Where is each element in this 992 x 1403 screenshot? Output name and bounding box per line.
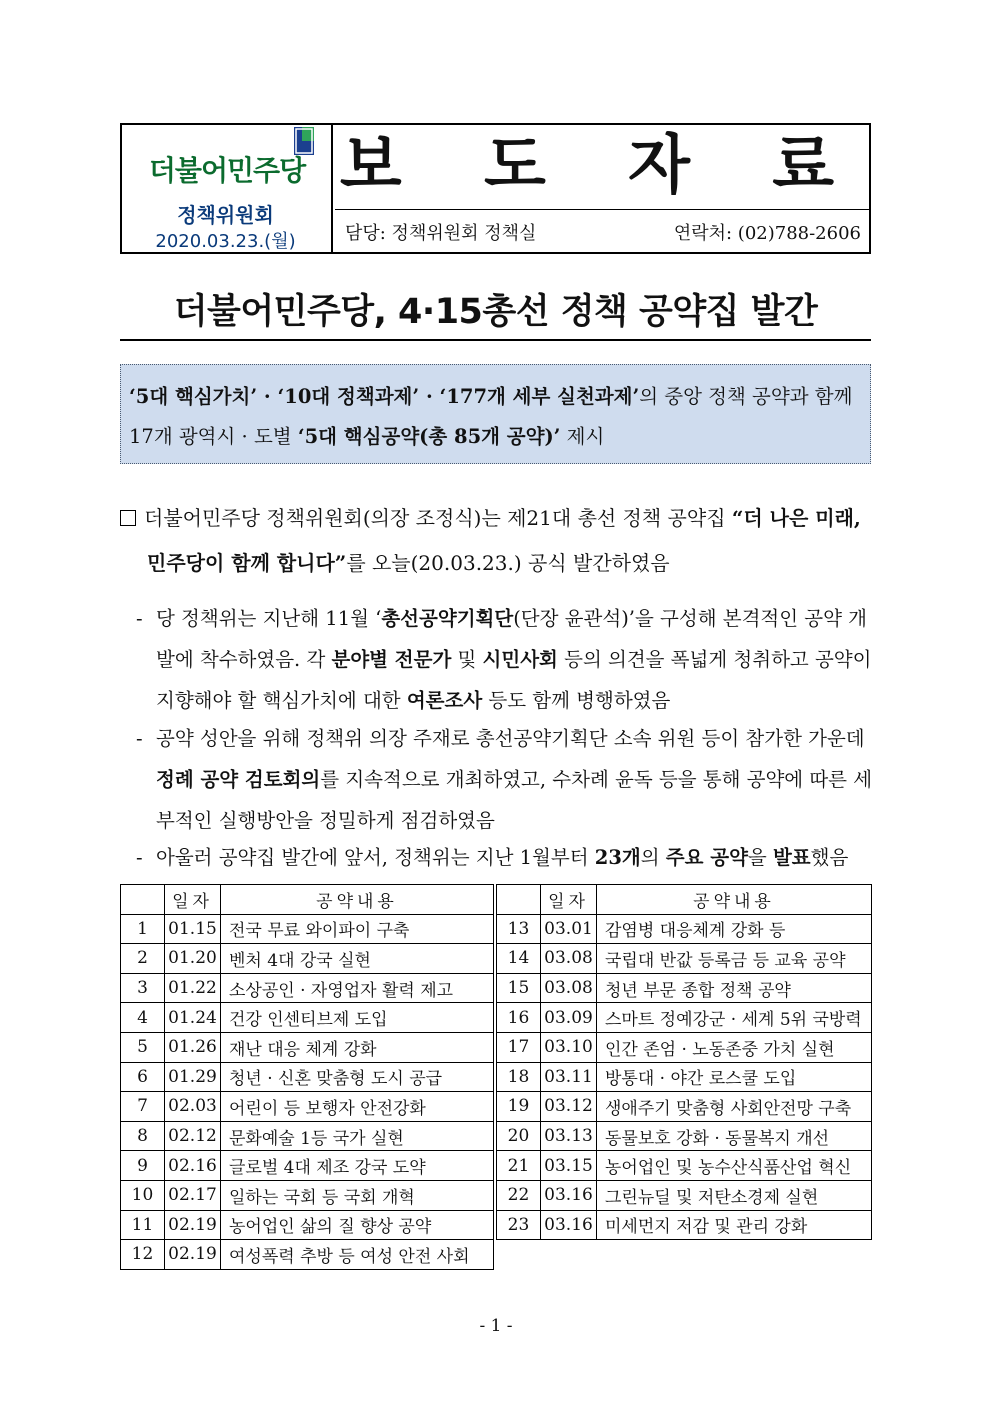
bullet-item-2 [136, 718, 876, 841]
pledge-table-right [496, 884, 872, 1240]
row-content: 전국 무료 와이파이 구축 [221, 914, 494, 944]
headline-divider [120, 339, 871, 341]
b2-text-a: 공약 성안을 위해 정책위 의장 주재로 총선공약기획단 소속 위원 등이 참가한 가운데 [156, 727, 865, 750]
row-date: 03.10 [541, 1032, 597, 1062]
table-row [497, 1003, 872, 1033]
summary-bold-1: ‘5대 핵심가치’ · ‘10대 정책과제’ · ‘177개 세부 실천과제’ [129, 385, 640, 408]
row-number: 22 [497, 1180, 541, 1210]
row-content: 농어업인 삶의 질 향상 공약 [221, 1210, 494, 1240]
b1-text-c: 및 [451, 648, 483, 671]
row-content: 청년 · 신혼 맞춤형 도시 공급 [221, 1062, 494, 1092]
main-paragraph-line-2 [120, 541, 880, 586]
row-content: 문화예술 1등 국가 실현 [221, 1121, 494, 1151]
row-date: 03.09 [541, 1003, 597, 1033]
row-number: 13 [497, 914, 541, 944]
b1-bold-1: 총선공약기획단 [381, 607, 514, 630]
row-number: 7 [121, 1092, 165, 1122]
table-row [497, 1210, 872, 1240]
table-row [497, 973, 872, 1003]
row-date: 01.26 [165, 1032, 221, 1062]
b3-text-a: 아울러 공약집 발간에 앞서, 정책위는 지난 1월부터 [156, 846, 595, 869]
row-number: 9 [121, 1151, 165, 1181]
row-date: 02.19 [165, 1240, 221, 1270]
table-row [121, 1062, 494, 1092]
row-date: 03.12 [541, 1092, 597, 1122]
row-number: 21 [497, 1151, 541, 1181]
table-row [121, 1003, 494, 1033]
row-content: 일하는 국회 등 국회 개혁 [221, 1180, 494, 1210]
press-header [120, 123, 871, 254]
row-date: 03.11 [541, 1062, 597, 1092]
row-number: 19 [497, 1092, 541, 1122]
table-row [121, 1151, 494, 1181]
row-content: 농어업인 및 농수산식품산업 혁신 [597, 1151, 872, 1181]
party-logo-cell [122, 125, 333, 252]
b2-bold: 정례 공약 검토회의 [156, 768, 321, 791]
header-date: 일자 [541, 885, 597, 915]
page-number: - 1 - [479, 1316, 513, 1336]
row-number: 20 [497, 1121, 541, 1151]
row-content: 방통대 · 야간 로스쿨 도입 [597, 1062, 872, 1092]
row-date: 03.16 [541, 1210, 597, 1240]
contact-row [335, 209, 869, 252]
table-row [497, 1092, 872, 1122]
row-date: 01.22 [165, 973, 221, 1003]
b1-text-b: (단장 윤관석)’을 구성해 본격적인 공약 개발에 착수하였음. 각 [156, 607, 868, 671]
summary-line-1 [129, 377, 862, 417]
row-number: 17 [497, 1032, 541, 1062]
table-row [121, 1180, 494, 1210]
row-content: 청년 부문 종합 정책 공약 [597, 973, 872, 1003]
table-row [121, 914, 494, 944]
row-content: 스마트 정예강군 · 세계 5위 국방력 [597, 1003, 872, 1033]
b2-text-b: 를 지속적으로 개최하였고, 수차례 윤독 등을 통해 공약에 따른 세부적인 실행방안을 정밀하게 점검하였음 [156, 768, 873, 832]
b3-text-d: 했음 [810, 846, 849, 869]
row-number: 11 [121, 1210, 165, 1240]
b1-bold-3: 시민사회 [482, 648, 558, 671]
b1-text-a: 당 정책위는 지난해 11월 ‘ [156, 607, 382, 630]
b3-bold-1: 23개 [594, 846, 641, 869]
table-row [497, 1032, 872, 1062]
main-paragraph-line-1 [120, 496, 880, 541]
row-date: 03.16 [541, 1180, 597, 1210]
row-date: 03.08 [541, 944, 597, 974]
row-content: 글로벌 4대 제조 강국 도약 [221, 1151, 494, 1181]
headline: 더불어민주당, 4·15총선 정책 공약집 발간 [173, 292, 818, 332]
row-content: 국립대 반값 등록금 등 교육 공약 [597, 944, 872, 974]
row-number: 16 [497, 1003, 541, 1033]
bullet-item-3 [136, 837, 876, 878]
row-content: 재난 대응 체계 강화 [221, 1032, 494, 1062]
row-content: 동물보호 강화 · 동물복지 개선 [597, 1121, 872, 1151]
header-number [121, 885, 165, 915]
b1-bold-4: 여론조사 [406, 689, 483, 712]
b3-bold-3: 발표 [772, 846, 811, 869]
row-date: 03.01 [541, 914, 597, 944]
table-header-row [121, 885, 494, 915]
row-number: 5 [121, 1032, 165, 1062]
row-number: 18 [497, 1062, 541, 1092]
summary-line-2 [129, 417, 862, 457]
p1-text-a: 더불어민주당 정책위원회(의장 조정식)는 제21대 총선 정책 공약집 [144, 506, 732, 530]
summary-text-1: 의 중앙 정책 공약과 함께 [639, 385, 853, 408]
row-date: 03.08 [541, 973, 597, 1003]
row-content: 어린이 등 보행자 안전강화 [221, 1092, 494, 1122]
row-number: 2 [121, 944, 165, 974]
table-row [497, 1121, 872, 1151]
row-content: 건강 인센티브제 도입 [221, 1003, 494, 1033]
row-number: 6 [121, 1062, 165, 1092]
row-number: 15 [497, 973, 541, 1003]
dash-marker: - [136, 846, 143, 869]
pledge-table-left [120, 884, 494, 1270]
table-row [121, 1092, 494, 1122]
row-content: 미세먼지 저감 및 관리 강화 [597, 1210, 872, 1240]
header-content: 공약내용 [597, 885, 872, 915]
row-date: 02.19 [165, 1210, 221, 1240]
row-date: 03.13 [541, 1121, 597, 1151]
b1-text-e: 등도 함께 병행하였음 [482, 689, 671, 712]
row-date: 02.12 [165, 1121, 221, 1151]
summary-text-3: 제시 [560, 425, 605, 448]
bullet-text [136, 718, 876, 841]
contact-phone: 연락처: (02)788-2606 [673, 223, 861, 244]
row-number: 8 [121, 1121, 165, 1151]
table-row [121, 1032, 494, 1062]
row-date: 01.20 [165, 944, 221, 974]
row-date: 02.03 [165, 1092, 221, 1122]
bullet-text [136, 598, 876, 721]
table-row [121, 944, 494, 974]
row-content: 인간 존엄 · 노동존중 가치 실현 [597, 1032, 872, 1062]
row-content: 생애주기 맞춤형 사회안전망 구축 [597, 1092, 872, 1122]
party-name: 더불어민주당 [148, 154, 306, 187]
row-content: 감염병 대응체계 강화 등 [597, 914, 872, 944]
row-number: 23 [497, 1210, 541, 1240]
row-content: 소상공인 · 자영업자 활력 제고 [221, 973, 494, 1003]
row-number: 14 [497, 944, 541, 974]
row-number: 4 [121, 1003, 165, 1033]
row-number: 1 [121, 914, 165, 944]
row-content: 여성폭력 추방 등 여성 안전 사회 [221, 1240, 494, 1270]
b1-bold-2: 분야별 전문가 [331, 648, 452, 671]
dash-marker: - [136, 727, 143, 750]
release-date: 2020.03.23.(월) [155, 231, 296, 252]
checkbox-bullet-icon [120, 510, 136, 526]
header-content: 공약내용 [221, 885, 494, 915]
table-row [497, 1062, 872, 1092]
document-type-title: 보 도 자 료 [339, 129, 865, 203]
row-content: 벤처 4대 강국 실현 [221, 944, 494, 974]
p1-text-b: 를 오늘(20.03.23.) 공식 발간하였음 [346, 551, 670, 575]
table-row [121, 1240, 494, 1270]
contact-department: 담당: 정책위원회 정책실 [345, 223, 537, 244]
row-date: 01.15 [165, 914, 221, 944]
b3-bold-2: 주요 공약 [665, 846, 748, 869]
table-row [497, 944, 872, 974]
table-row [497, 1180, 872, 1210]
table-header-row [497, 885, 872, 915]
b3-text-c: 을 [747, 846, 773, 869]
summary-bold-2: ‘5대 핵심공약(총 85개 공약)’ [297, 425, 561, 448]
p1-bold-2: 민주당이 함께 합니다” [147, 551, 347, 575]
table-row [121, 1210, 494, 1240]
bullet-item-1 [136, 598, 876, 721]
table-row [497, 1151, 872, 1181]
main-paragraph [120, 496, 880, 586]
p1-bold-1: “더 나은 미래, [731, 506, 861, 530]
b3-text-b: 의 [640, 846, 666, 869]
b1-text-d: 등의 의견을 폭넓게 청취하고 공약이 지향해야 할 핵심가치에 대한 [156, 648, 872, 712]
header-date: 일자 [165, 885, 221, 915]
table-row [121, 1121, 494, 1151]
bullet-text [136, 837, 876, 878]
row-date: 01.24 [165, 1003, 221, 1033]
row-content: 그린뉴딜 및 저탄소경제 실현 [597, 1180, 872, 1210]
row-number: 3 [121, 973, 165, 1003]
row-number: 12 [121, 1240, 165, 1270]
header-number [497, 885, 541, 915]
committee-name: 정책위원회 [177, 203, 274, 227]
summary-box [120, 364, 871, 464]
table-row [121, 973, 494, 1003]
row-date: 02.17 [165, 1180, 221, 1210]
table-row [497, 914, 872, 944]
row-date: 02.16 [165, 1151, 221, 1181]
summary-text-2: 17개 광역시 · 도별 [129, 425, 298, 448]
row-date: 01.29 [165, 1062, 221, 1092]
dash-marker: - [136, 607, 143, 630]
row-date: 03.15 [541, 1151, 597, 1181]
row-number: 10 [121, 1180, 165, 1210]
